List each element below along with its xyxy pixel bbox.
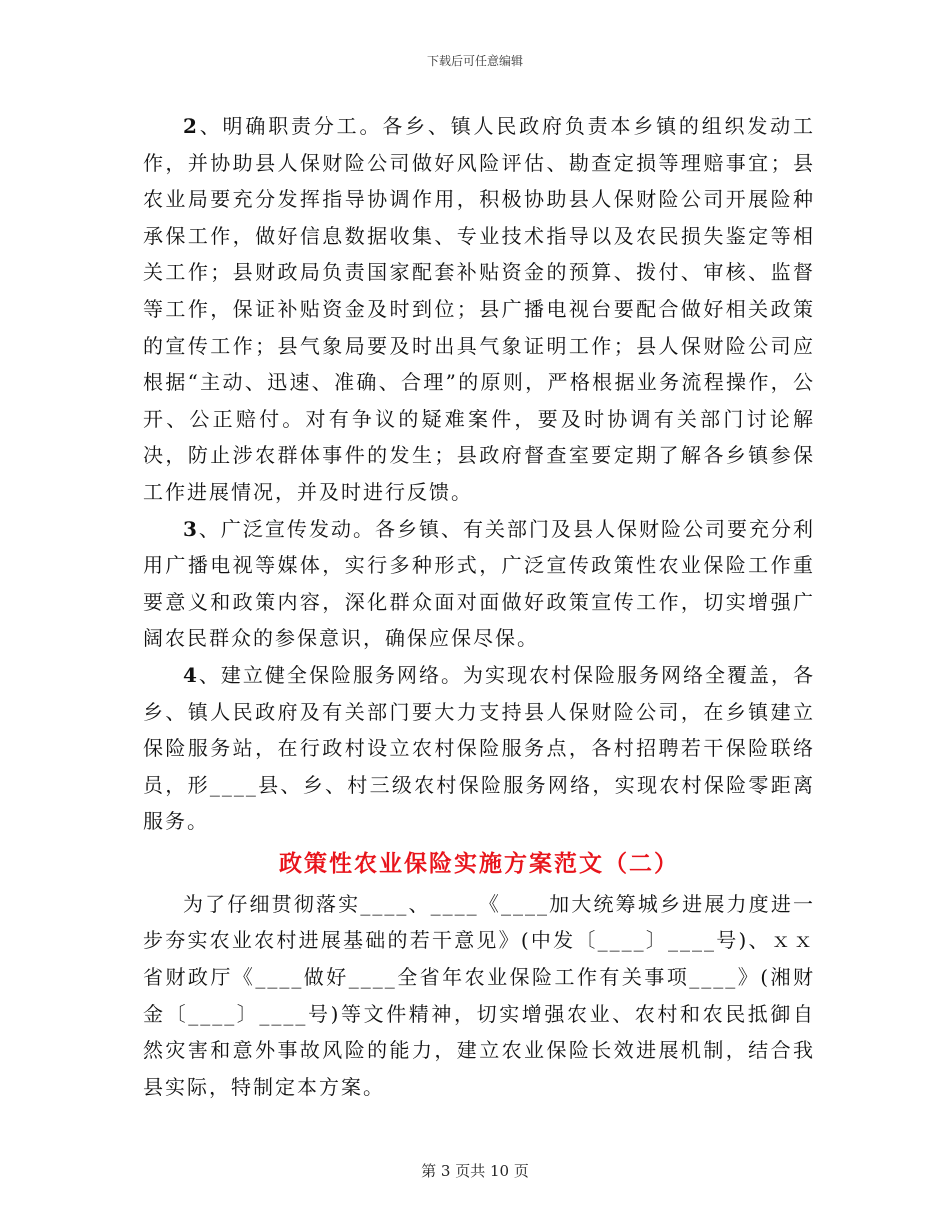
paragraph-text: 、建立健全保险服务网络。为实现农村保险服务网络全覆盖，各乡、镇人民政府及有关部门要大力支持县人保财险公司，在乡镇建立保险服务站，在行政村设立农村保险服务点，各村招聘若干保险联络员，形____县、乡、村三级农村保险服务网络，实现农村保险零距离服务。 [143,662,815,834]
document-body [143,108,815,1105]
paragraph-4 [143,657,815,840]
paragraph-number: 2 [183,114,199,138]
page-header-note: 下载后可任意编辑 [426,54,523,68]
paragraph-text: 、广泛宣传发动。各乡镇、有关部门及县人保财险公司要充分利用广播电视等媒体，实行多种形式，广泛宣传政策性农业保险工作重要意义和政策内容，深化群众面对面做好政策宣传工作，切实增强广阔农民群众的参保意识，确保应保尽保。 [143,516,815,651]
paragraph-number: 4 [183,662,199,687]
paragraph-text: 、明确职责分工。各乡、镇人民政府负责本乡镇的组织发动工作，并协助县人保财险公司做好风险评估、勘查定损等理赔事宜；县农业局要充分发挥指导协调作用，积极协助县人保财险公司开展险种承保工作，做好信息数据收集、专业技术指导以及农民损失鉴定等相关工作；县财政局负责国家配套补贴资金的预算、拨付、审核、监督等工作，保证补贴资金及时到位；县广播电视台要配合做好相关政策的宣传工作；县气象局要及时出具气象证明工作；县人保财险公司应根据“主动、迅速、准确、合理”的原则，严格根据业务流程操作，公开、公正赔付。对有争议的疑难案件，要及时协调有关部门讨论解决，防止涉农群体事件的发生；县政府督查室要定期了解各乡镇参保工作进展情况，并及时进行反馈。 [143,114,815,504]
section-intro-paragraph: 为了仔细贯彻落实____、____《____加大统筹城乡进展力度进一步夯实农业农村进展基础的若干意见》(中发〔____〕____号)、ｘｘ省财政厅《____做好____全省年农业保险工作有关事项____》(湘财金〔____〕____号)等文件精神，切实增强农业、农村和农民抵御自然灾害和意外事故风险的能力，建立农业保险长效进展机制，结合我县实际，特制定本方案。 [143,891,815,1099]
paragraph-number: 3 [183,516,199,541]
page-number: 第 3 页共 10 页 [421,1162,529,1180]
section-title: 政策性农业保险实施方案范文（二） [279,849,679,877]
paragraph-3 [143,511,815,657]
paragraph-2 [143,108,815,511]
